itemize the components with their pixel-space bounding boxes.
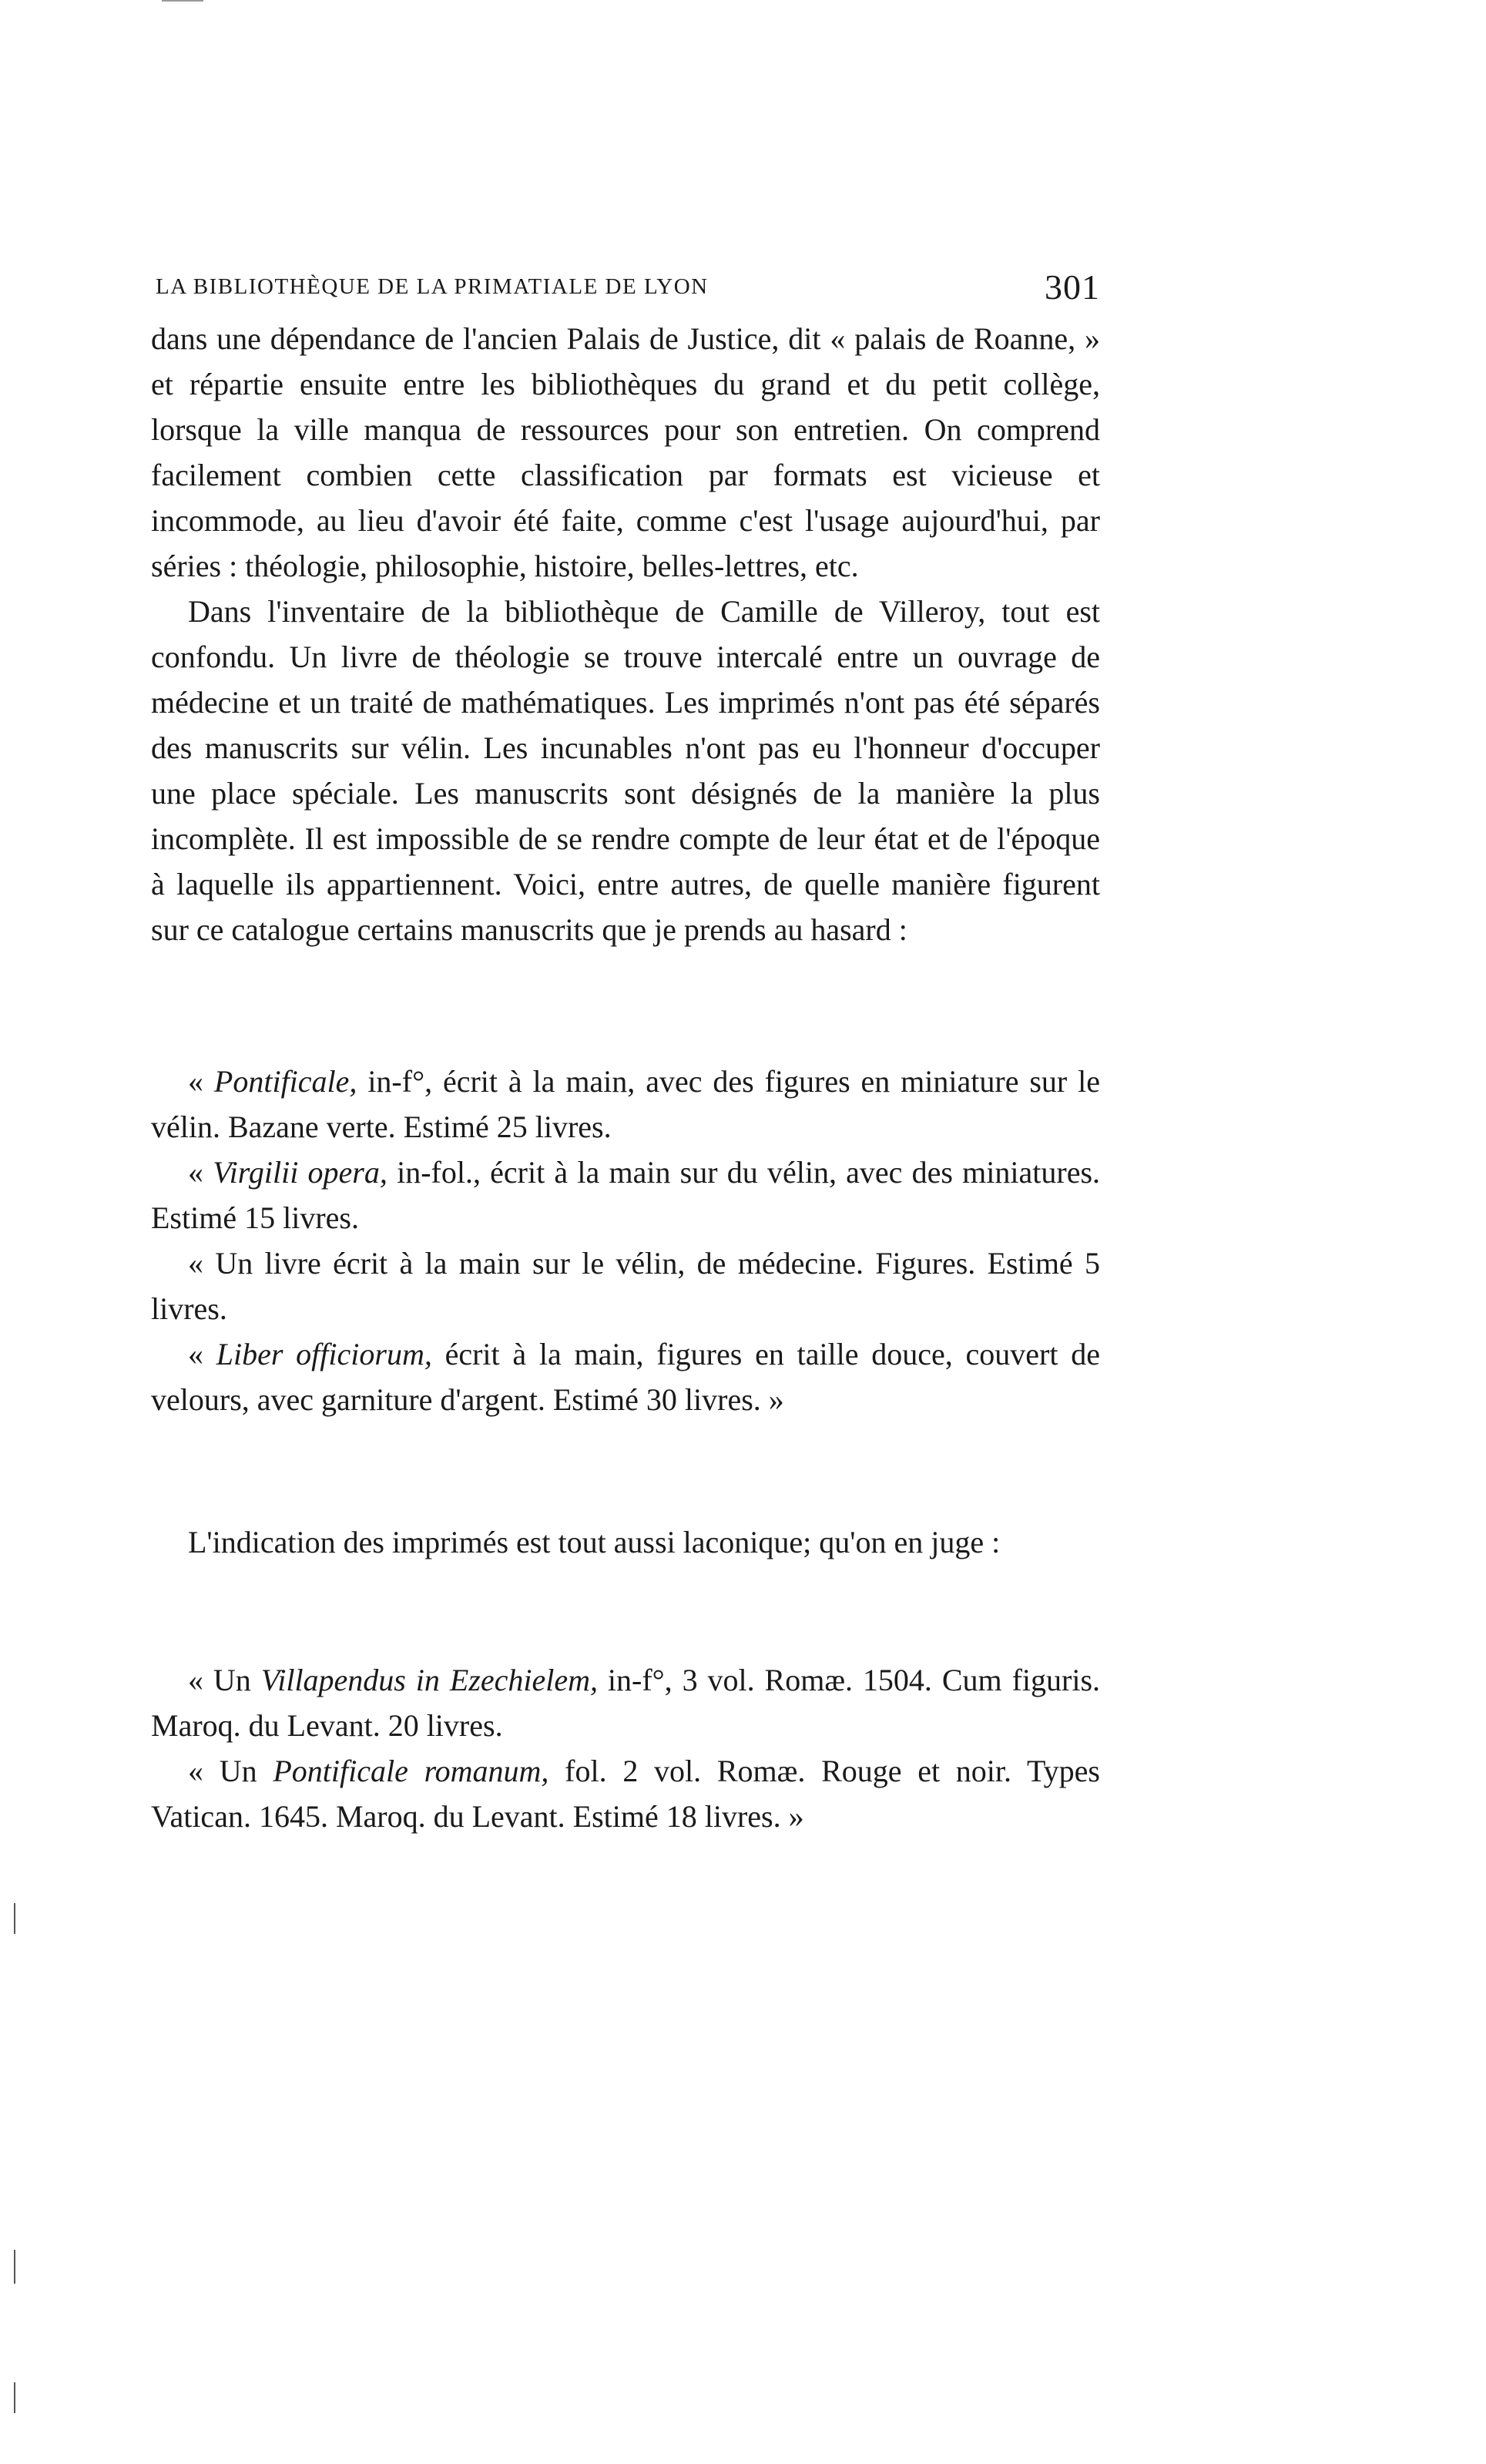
entry-text: in-fol., écrit à la main sur du vélin, avec des miniatures. Estimé 15 livres. [151,1155,1101,1235]
entry-text: fol. 2 vol. Romæ. Rouge et noir. Types Vatican. 1645. Maroq. du Levant. Estimé 18 livres. » [151,1754,1100,1834]
manuscript-entry [151,1059,1100,1150]
running-title: LA BIBLIOTHÈQUE DE LA PRIMATIALE DE LYON [156,274,709,299]
entry-open: « [188,1064,214,1099]
entry-open: « [188,1246,216,1281]
entry-title: Liber officiorum, [216,1337,432,1371]
spacer [151,1565,1100,1657]
spacer [151,952,1100,1059]
running-head [151,262,1100,316]
manuscript-entry [151,1150,1100,1240]
entry-open: « [188,1155,213,1190]
entry-text: in-f°, 3 vol. Romæ. 1504. Cum figuris. Maroq. du Levant. 20 livres. [151,1663,1101,1743]
document-page [151,262,1100,1839]
paragraph-3: L'indication des imprimés est tout aussi laconique; qu'on en juge : [188,1525,1001,1559]
entry-title: Virgilii opera, [213,1155,387,1190]
printed-list [151,1657,1100,1839]
spacer [151,1422,1100,1519]
paragraph-2: Dans l'inventaire de la bibliothèque de Camille de Villeroy, tout est confondu. Un livre de théologie se trouve intercalé entre un ouvrage de médecine et un traité de mathématiques. Les imprimés n'ont pas été séparés des manuscrits sur vélin. Les incunables n'ont pas eu l'honneur d'occuper une place spéciale. Les manuscrits sont désignés de la manière la plus incomplète. Il est impossible de se rendre compte de leur état et de l'époque à laquelle ils appartiennent. Voici, entre autres, de quelle manière figurent sur ce catalogue certains manuscrits que je prends au hasard : [151,594,1100,947]
entry-title: Villapendus in Ezechielem, [260,1663,598,1697]
entry-title: Pontificale, [213,1064,357,1099]
manuscript-list [151,1059,1100,1422]
manuscript-entry [151,1331,1100,1422]
entry-open: « [188,1337,216,1371]
entry-open: « Un [188,1754,273,1788]
scan-margin-marks [0,0,46,2464]
entry-text: écrit à la main, figures en taille douce, couvert de velours, avec garniture d'argent. Estimé 30 livres. » [151,1337,1100,1417]
entry-title: Pontificale romanum, [273,1754,549,1788]
entry-text: in-f°, écrit à la main, avec des figures en miniature sur le vélin. Bazane verte. Estimé 25 livres. [151,1064,1101,1144]
printed-entry [151,1657,1100,1748]
printed-entry [151,1748,1100,1839]
entry-open: « Un [188,1663,261,1697]
manuscript-entry [151,1240,1100,1331]
top-rule [162,0,203,2]
entry-text: Un livre écrit à la main sur le vélin, de médecine. Figures. Estimé 5 livres. [151,1246,1100,1326]
page-number: 301 [1045,267,1100,307]
paragraph-1: dans une dépendance de l'ancien Palais de Justice, dit « palais de Roanne, » et répartie ensuite entre les bibliothèques du grand et du petit collège, lorsque la ville manqua de ressources pour son entretien. On comprend facilement combien cette classification par formats est vicieuse et incommode, au lieu d'avoir été faite, comme c'est l'usage aujourd'hui, par séries : théologie, philosophie, histoire, belles-lettres, etc. [151,321,1100,583]
